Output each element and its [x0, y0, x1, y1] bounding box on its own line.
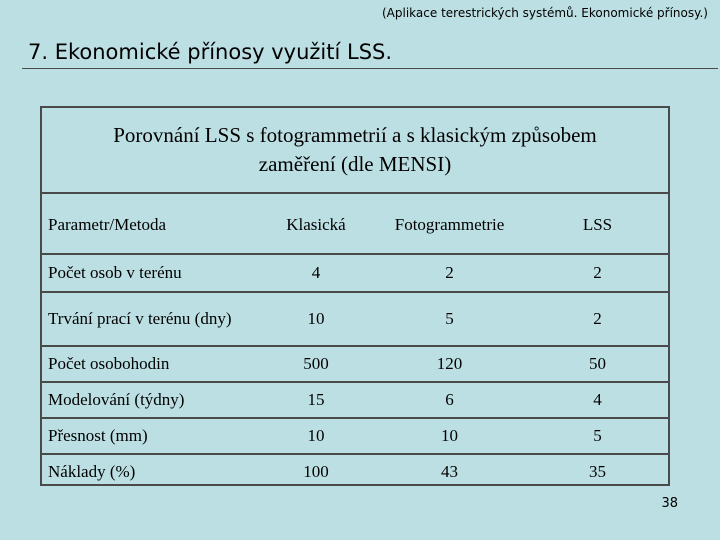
page-number: 38 [661, 496, 678, 511]
cell-classic: 500 [260, 346, 372, 382]
table-caption: Porovnání LSS s fotogrammetrií a s klasickým způsobem zaměření (dle MENSI) [42, 108, 668, 194]
cell-classic: 4 [260, 254, 372, 292]
cell-photogrammetry: 2 [372, 254, 527, 292]
slide-title: 7. Ekonomické přínosy využití LSS. [28, 40, 393, 64]
cell-lss: 2 [527, 254, 668, 292]
cell-classic: 15 [260, 382, 372, 418]
cell-photogrammetry: 43 [372, 454, 527, 488]
table-row [42, 254, 668, 292]
column-header-classic: Klasická [286, 214, 346, 234]
table-header-row [42, 196, 668, 254]
header-note: (Aplikace terestrických systémů. Ekonomické přínosy.) [382, 6, 708, 20]
column-header-lss: LSS [582, 214, 613, 234]
column-header-parameter: Parametr/Metoda [48, 214, 167, 234]
row-label: Náklady (%) [42, 454, 260, 488]
table-row [42, 454, 668, 488]
cell-lss: 35 [527, 454, 668, 488]
cell-lss: 50 [527, 346, 668, 382]
table-row [42, 346, 668, 382]
row-label: Modelování (týdny) [42, 382, 260, 418]
table-row [42, 292, 668, 346]
row-label: Přesnost (mm) [42, 418, 260, 454]
cell-photogrammetry: 5 [372, 292, 527, 346]
cell-lss: 5 [527, 418, 668, 454]
cell-photogrammetry: 120 [372, 346, 527, 382]
row-label [42, 292, 260, 346]
title-underline [22, 68, 718, 69]
table-row [42, 382, 668, 418]
column-header-photogrammetry: Fotogrammetrie [394, 214, 505, 234]
table-row [42, 418, 668, 454]
cell-lss: 4 [527, 382, 668, 418]
cell-photogrammetry: 10 [372, 418, 527, 454]
cell-photogrammetry: 6 [372, 382, 527, 418]
comparison-table-frame [40, 106, 670, 486]
row-label: Počet osob v terénu [42, 254, 260, 292]
cell-classic: 10 [260, 418, 372, 454]
cell-classic: 10 [260, 292, 372, 346]
row-label: Počet osobohodin [42, 346, 260, 382]
row-label-text: Trvání prací v terénu (dny) [48, 309, 232, 328]
cell-classic: 100 [260, 454, 372, 488]
comparison-table [42, 196, 668, 488]
cell-lss: 2 [527, 292, 668, 346]
